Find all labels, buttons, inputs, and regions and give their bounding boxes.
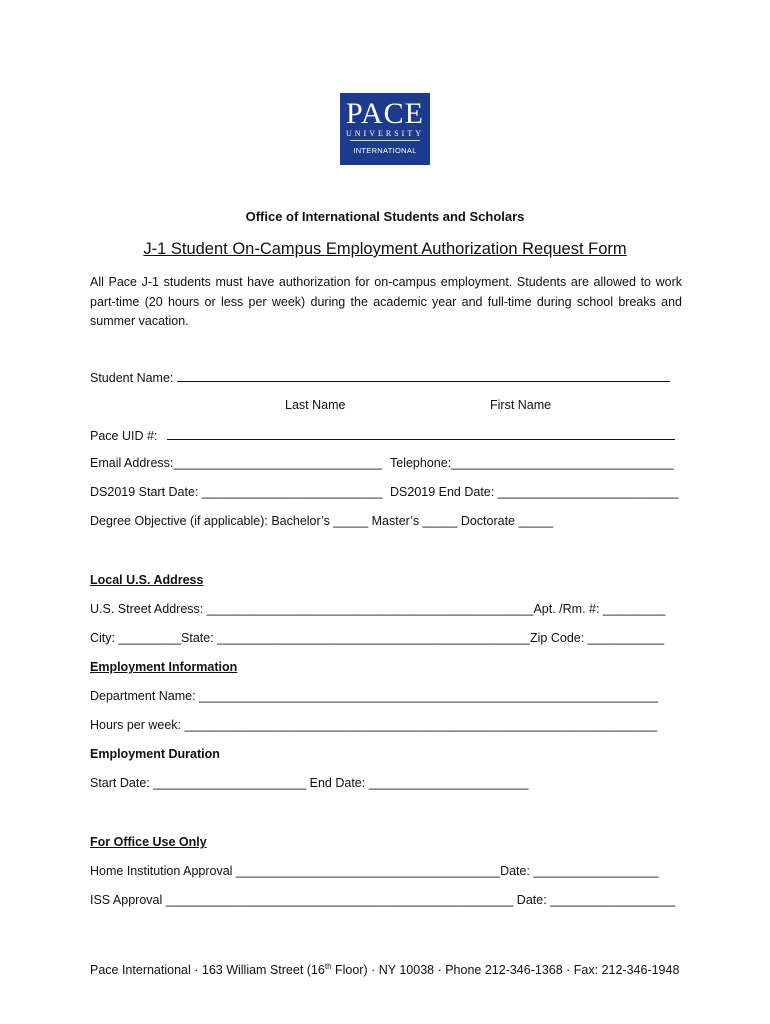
address-heading: Local U.S. Address (90, 573, 204, 587)
street-address-field[interactable]: U.S. Street Address: _______________________________________________Apt. /Rm. #: _________ (90, 602, 666, 616)
logo-university: UNIVERSITY (346, 129, 424, 138)
office-use-heading: For Office Use Only (90, 835, 207, 849)
pace-uid-field[interactable] (167, 427, 675, 440)
logo-name: PACE (346, 97, 424, 130)
footer-floor-suffix: th (324, 962, 332, 971)
ds2019-end-field[interactable]: DS2019 End Date: __________________________ (390, 485, 679, 499)
pace-uid-row (90, 427, 675, 443)
employment-dates-field[interactable]: Start Date: ______________________ End Date: _______________________ (90, 776, 529, 790)
city-state-zip-field[interactable]: City: _________State: _____________________________________________Zip Code: ___________ (90, 631, 665, 645)
footer-phone-fax: Floor) · NY 10038 · Phone 212-346-1368 · Fax: 212-346-1948 (331, 963, 680, 978)
footer-contact (90, 962, 679, 977)
form-title: J-1 Student On-Campus Employment Authorization Request Form (143, 240, 627, 258)
home-institution-approval-field[interactable]: Home Institution Approval ______________________________________Date: __________________ (90, 864, 659, 878)
logo-divider (350, 140, 420, 141)
department-name-field[interactable]: Department Name: __________________________________________________________________ (90, 689, 658, 703)
hours-per-week-field[interactable]: Hours per week: ____________________________________________________________________ (90, 718, 658, 732)
intro-paragraph: All Pace J-1 students must have authorization for on-campus employment. Students are allowed to work part-time (20 hours or less per week) during the academic year and full-time during school breaks and summer vacation. (90, 275, 682, 328)
ds2019-start-field[interactable]: DS2019 Start Date: __________________________ (90, 485, 383, 499)
office-heading: Office of International Students and Scholars (245, 209, 525, 224)
student-name-field[interactable] (177, 369, 670, 382)
employment-heading: Employment Information (90, 660, 238, 674)
pace-uid-label: Pace UID #: (90, 429, 158, 443)
student-name-label: Student Name: (90, 371, 174, 385)
email-field[interactable]: Email Address:______________________________ (90, 456, 382, 470)
logo-subtitle: INTERNATIONAL (353, 146, 417, 155)
student-name-row (90, 369, 670, 385)
degree-objective-field[interactable]: Degree Objective (if applicable): Bachelor’s _____ Master’s _____ Doctorate _____ (90, 514, 554, 528)
first-name-caption: First Name (490, 398, 552, 412)
pace-logo (340, 93, 430, 165)
footer-address: Pace International · 163 William Street (16 (90, 963, 325, 978)
duration-heading: Employment Duration (90, 747, 220, 761)
last-name-caption: Last Name (285, 398, 346, 412)
iss-approval-field[interactable]: ISS Approval __________________________________________________ Date: __________________ (90, 893, 676, 907)
telephone-field[interactable]: Telephone:________________________________ (390, 456, 674, 470)
